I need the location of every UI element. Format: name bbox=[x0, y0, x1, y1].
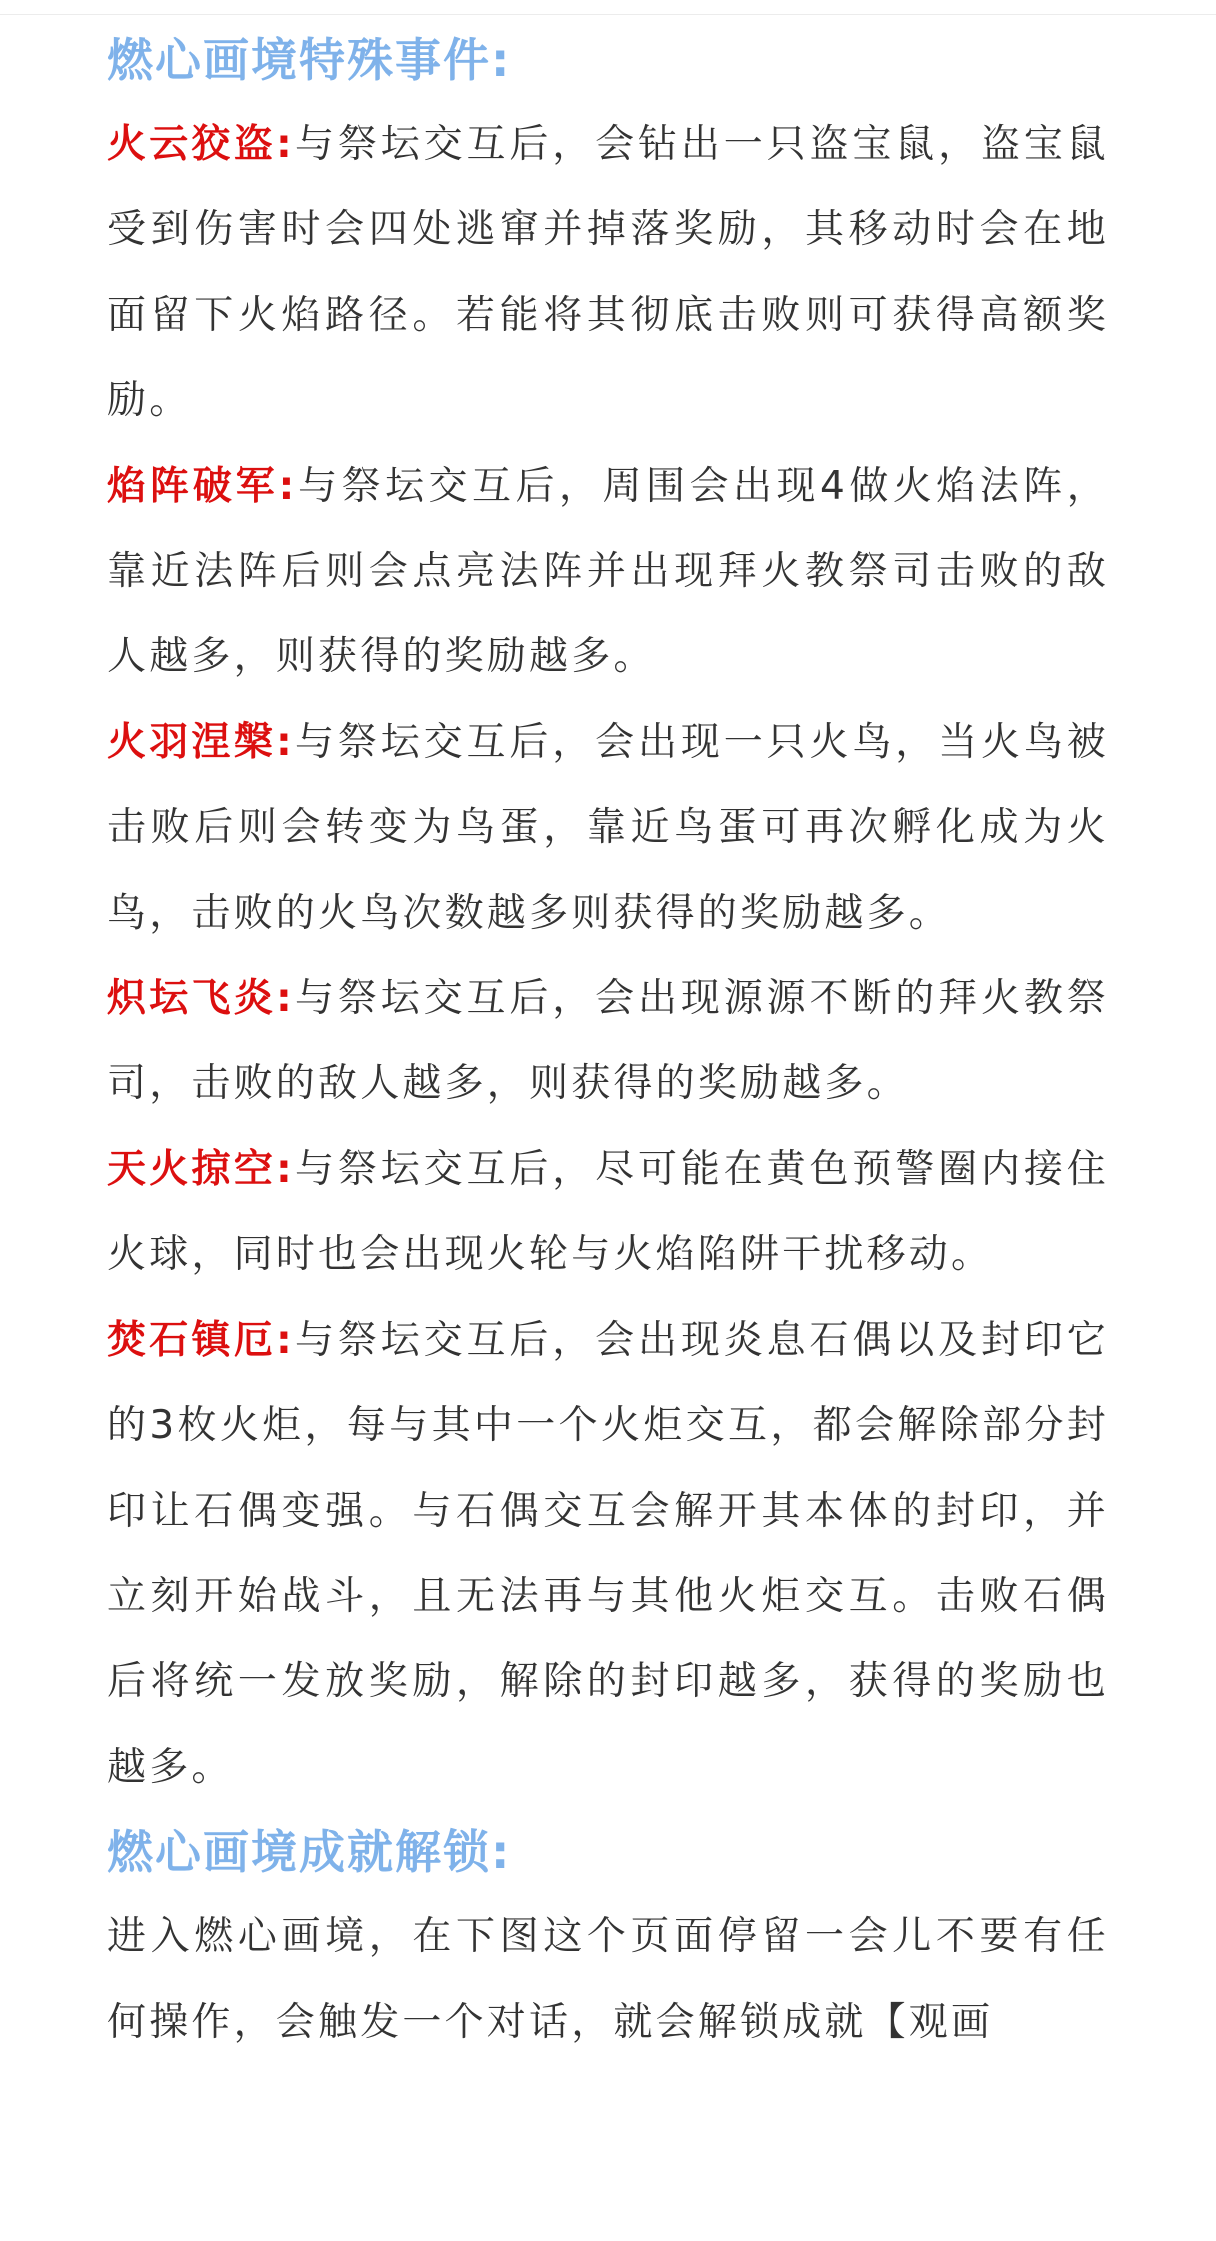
event-name: 火羽涅槃: bbox=[107, 719, 295, 765]
event-paragraph bbox=[107, 444, 1109, 700]
event-paragraph bbox=[107, 956, 1109, 1127]
event-description: 与祭坛交互后，会钻出一只盗宝鼠，盗宝鼠受到伤害时会四处逃窜并掉落奖励，其移动时会在地面留下火焰路径。若能将其彻底击败则可获得高额奖励。 bbox=[107, 122, 1109, 424]
achievement-paragraph: 进入燃心画境，在下图这个页面停留一会儿不要有任何操作，会触发一个对话，就会解锁成就【观画 bbox=[107, 1914, 1109, 2045]
event-paragraph bbox=[107, 1298, 1109, 1810]
event-paragraph bbox=[107, 700, 1109, 956]
event-name: 火云狡盗: bbox=[107, 122, 295, 167]
article-body bbox=[107, 18, 1109, 2065]
event-description: 与祭坛交互后，会出现一只火鸟，当火鸟被击败后则会转变为鸟蛋，靠近鸟蛋可再次孵化成为火鸟，击败的火鸟次数越多则获得的奖励越多。 bbox=[107, 719, 1109, 936]
top-divider bbox=[0, 0, 1216, 15]
event-description: 与祭坛交互后，会出现源源不断的拜火教祭司，击败的敌人越多，则获得的奖励越多。 bbox=[107, 976, 1109, 1107]
event-description: 与祭坛交互后，周围会出现4做火焰法阵，靠近法阵后则会点亮法阵并出现拜火教祭司击败的敌人越多，则获得的奖励越多。 bbox=[107, 463, 1109, 680]
event-name: 炽坛飞炎: bbox=[107, 976, 295, 1022]
event-description: 与祭坛交互后，会出现炎息石偶以及封印它的3枚火炬，每与其中一个火炬交互，都会解除部分封印让石偶变强。与石偶交互会解开其本体的封印，并立刻开始战斗，且无法再与其他火炬交互。击败石偶后将统一发放奖励，解除的封印越多，获得的奖励也越多。 bbox=[107, 1317, 1109, 1790]
event-name: 焰阵破军: bbox=[107, 463, 297, 509]
event-description: 与祭坛交互后，尽可能在黄色预警圈内接住火球，同时也会出现火轮与火焰陷阱干扰移动。 bbox=[107, 1146, 1109, 1278]
section-title-special-events: 燃心画境特殊事件: bbox=[107, 33, 512, 87]
event-list bbox=[107, 102, 1109, 1810]
event-name: 天火掠空: bbox=[107, 1146, 295, 1192]
event-paragraph bbox=[107, 102, 1109, 444]
section-title-achievement-unlock: 燃心画境成就解锁: bbox=[107, 1825, 512, 1880]
event-paragraph bbox=[107, 1127, 1109, 1298]
event-name: 焚石镇厄: bbox=[107, 1317, 295, 1363]
